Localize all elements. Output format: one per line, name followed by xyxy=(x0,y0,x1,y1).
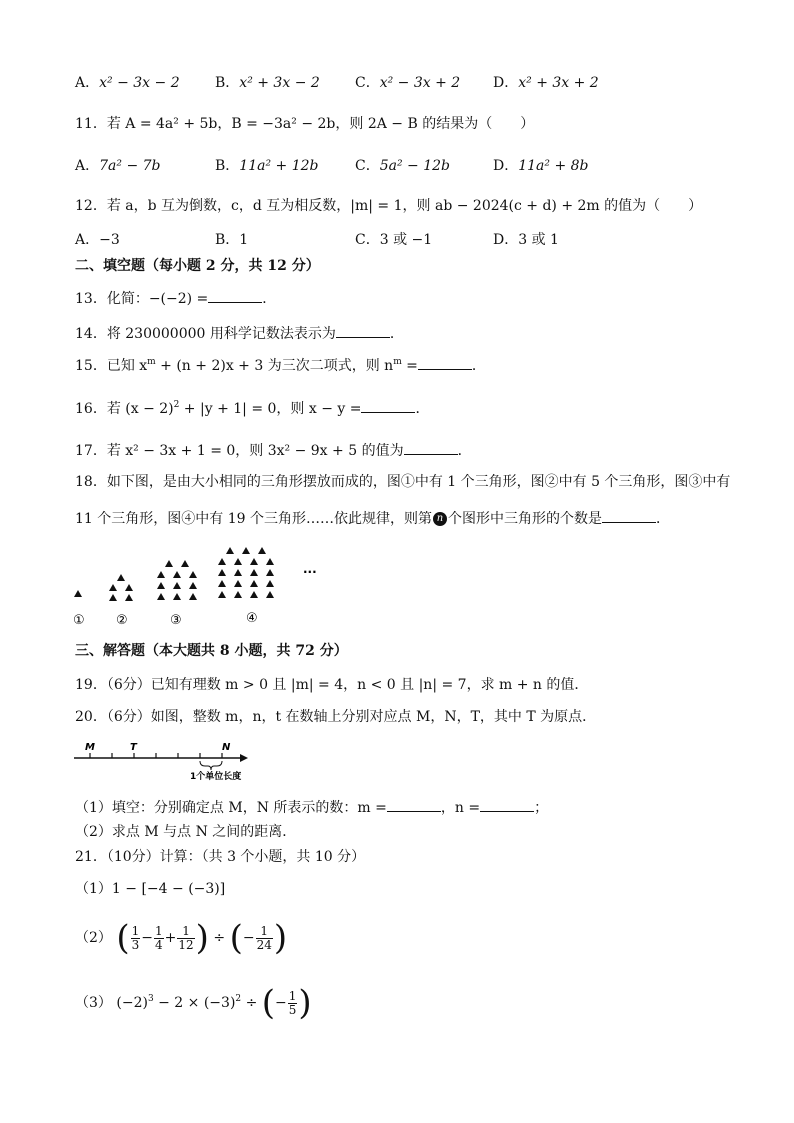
q18-line-2: 11 个三角形，图④中有 19 个三角形……依此规律，则第 n 个图形中三角形的个数是 ． xyxy=(75,508,670,529)
triangle xyxy=(226,547,234,554)
section-2-title: 二、填空题（每小题 2 分，共 12 分） xyxy=(75,258,320,274)
triangle xyxy=(109,584,117,591)
triangle xyxy=(218,580,226,587)
arrow-right-icon xyxy=(240,754,248,762)
triangle xyxy=(258,547,266,554)
triangle xyxy=(266,591,274,598)
triangle-pattern-3 xyxy=(157,560,197,600)
q18-triangle-figure xyxy=(70,540,320,630)
tick-marks xyxy=(90,753,222,758)
triangle xyxy=(173,582,181,589)
q12-option-a: A．−3 xyxy=(75,232,120,248)
q12-option-d: D．3 或 1 xyxy=(493,232,559,248)
q10-option-a-expr: x² − 3x − 2 xyxy=(99,75,180,91)
q19: 19．（6分）已知有理数 m > 0 且 |m| = 4，n < 0 且 |n| = 7，求 m + n 的值． xyxy=(75,677,589,693)
figure-label-1: ① xyxy=(73,613,85,628)
unit-length-label: 1个单位长度 xyxy=(190,772,242,782)
q11-option-c: C．5a² − 12b xyxy=(355,158,450,174)
q10-option-c-expr: x² − 3x + 2 xyxy=(379,75,461,91)
answer-blank xyxy=(361,398,415,413)
triangle-pattern-4 xyxy=(218,547,274,598)
answer-blank xyxy=(336,323,390,338)
q16: 16．若 $(x - 2)^2 + |y + 1| = 0$，则 x − y = ． xyxy=(75,400,430,417)
answer-blank xyxy=(208,288,262,303)
triangle xyxy=(250,558,258,565)
triangle xyxy=(109,594,117,601)
point-n-label: N xyxy=(222,742,231,753)
triangle xyxy=(189,571,197,578)
q14: 14．将 230000000 用科学记数法表示为 ． xyxy=(75,323,404,344)
q12-option-b: B．1 xyxy=(215,232,249,248)
figure-label-3: ③ xyxy=(170,613,182,628)
q10-option-a: A．x² − 3x − 2 xyxy=(75,75,180,91)
triangle xyxy=(125,594,133,601)
triangle xyxy=(218,558,226,565)
triangle xyxy=(234,558,242,565)
triangle xyxy=(266,558,274,565)
point-t-label: T xyxy=(130,742,137,753)
triangle-pattern-1 xyxy=(74,590,82,597)
q21-part-2: （2） ( $\frac{1}{3}$ − $\frac{1}{4}$ + $\frac{1}{12}$ ) ÷ (− $\frac{1}{24}$ ) xyxy=(75,918,288,958)
ellipsis: ··· xyxy=(303,565,317,579)
number-line xyxy=(70,738,260,784)
triangle xyxy=(165,560,173,567)
point-m-label: M xyxy=(85,742,95,753)
q10-option-c: C．x² − 3x + 2 xyxy=(355,75,461,91)
q10-option-b: B．x² + 3x − 2 xyxy=(215,75,320,91)
triangle-pattern-2 xyxy=(109,574,133,601)
triangle xyxy=(234,591,242,598)
unit-brace xyxy=(200,761,222,770)
circled-n-icon: n xyxy=(433,512,447,526)
answer-blank xyxy=(387,797,441,812)
answer-blank xyxy=(404,440,458,455)
q20-stem: 20．（6分）如图，整数 m，n，t 在数轴上分别对应点 M，N，T，其中 T 为原点． xyxy=(75,709,597,725)
q21-stem: 21．（10分）计算：（共 3 个小题，共 10 分） xyxy=(75,849,366,865)
figure-label-4: ④ xyxy=(246,611,258,626)
answer-blank xyxy=(480,797,534,812)
q13: 13．化简：−(−2) = ． xyxy=(75,288,276,309)
q11-option-b: B．11a² + 12b xyxy=(215,158,319,174)
q20-part-2: （2）求点 M 与点 N 之间的距离． xyxy=(75,824,297,840)
triangle xyxy=(157,593,165,600)
triangle xyxy=(117,574,125,581)
q17: 17．若 x² − 3x + 1 = 0，则 3x² − 9x + 5 的值为 ． xyxy=(75,440,472,461)
triangle xyxy=(157,571,165,578)
q12-stem: 12．若 a，b 互为倒数，c，d 互为相反数，|m| = 1，则 ab − 2024(c + d) + 2m 的值为（ ） xyxy=(75,198,703,214)
triangle xyxy=(125,584,133,591)
triangle xyxy=(266,569,274,576)
figure-label-2: ② xyxy=(116,613,128,628)
answer-blank xyxy=(418,355,472,370)
q11-stem: 11．若 A = 4a² + 5b，B = −3a² − 2b，则 2A − B 的结果为（ ） xyxy=(75,116,535,132)
triangle xyxy=(218,569,226,576)
q21-part-1: （1）1 − [−4 − (−3)] xyxy=(75,881,226,897)
triangle xyxy=(250,580,258,587)
triangle xyxy=(266,580,274,587)
triangle xyxy=(250,591,258,598)
q15: 15．已知 $x^m + (n + 2)x + 3$ 为三次二项式，则 $n^m$ = ． xyxy=(75,357,486,374)
triangle xyxy=(74,590,82,597)
q10-option-d-expr: x² + 3x + 2 xyxy=(518,75,599,91)
q18-line-1: 18．如下图，是由大小相同的三角形摆放而成的，图①中有 1 个三角形，图②中有 5 个三角形，图③中有 xyxy=(75,474,731,490)
answer-blank xyxy=(602,508,656,523)
triangle xyxy=(173,593,181,600)
triangle xyxy=(189,593,197,600)
q21-part-3: （3） $(-2)^3 - 2 \times (-3)^2$ ÷ (− $\frac{1}{5}$ ) xyxy=(75,983,312,1023)
q12-option-c: C．3 或 −1 xyxy=(355,232,433,248)
triangle xyxy=(189,582,197,589)
section-3-title: 三、解答题（本大题共 8 小题，共 72 分） xyxy=(75,643,348,659)
q11-option-a: A．7a² − 7b xyxy=(75,158,161,174)
triangle xyxy=(234,569,242,576)
q21-part-1-expr: 1 − [−4 − (−3)] xyxy=(111,881,226,897)
q20-part-1: （1）填空：分别确定点 M，N 所表示的数：m = ，n = ； xyxy=(75,797,548,818)
q10-option-d: D．x² + 3x + 2 xyxy=(493,75,599,91)
triangle xyxy=(173,571,181,578)
q11-option-d: D．11a² + 8b xyxy=(493,158,589,174)
triangle xyxy=(234,580,242,587)
triangle xyxy=(242,547,250,554)
triangle xyxy=(218,591,226,598)
q10-option-b-expr: x² + 3x − 2 xyxy=(239,75,320,91)
triangle xyxy=(250,569,258,576)
triangle xyxy=(157,582,165,589)
triangle xyxy=(181,560,189,567)
